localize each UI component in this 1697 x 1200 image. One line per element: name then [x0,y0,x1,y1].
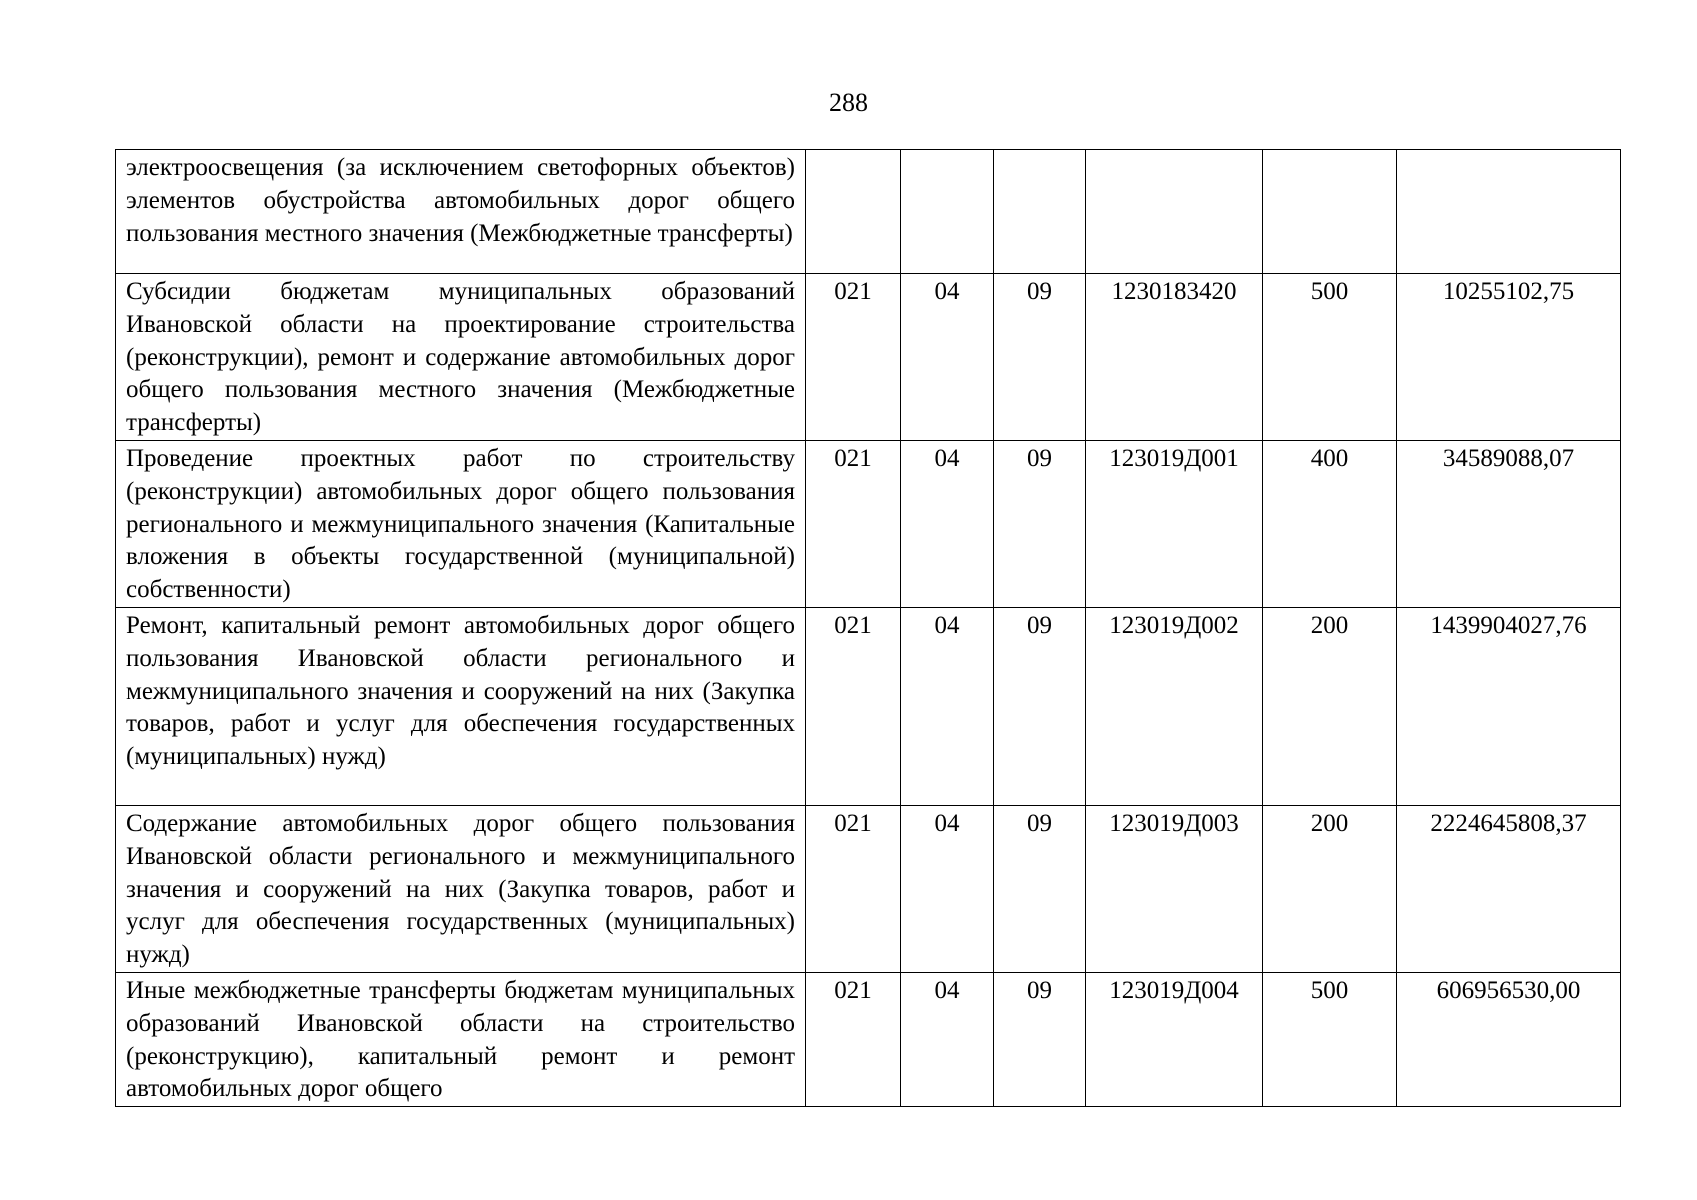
row-subsection: 09 [994,274,1086,441]
row-section: 04 [901,440,994,607]
table-row [116,972,1621,1106]
row-sum: 34589088,07 [1397,440,1621,607]
row-section: 04 [901,607,994,805]
row-subsection: 09 [994,607,1086,805]
row-section: 04 [901,972,994,1106]
budget-table [115,149,1621,1107]
row-sum: 10255102,75 [1397,274,1621,441]
row-gov-code: 021 [806,274,901,441]
row-subsection: 09 [994,972,1086,1106]
row-expense-type: 200 [1263,805,1397,972]
row-target-code: 123019Д002 [1086,607,1263,805]
row-target-code: 123019Д001 [1086,440,1263,607]
row-subsection: 09 [994,805,1086,972]
row-description: электроосвещения (за исключением светофорных объектов) элементов обустройства автомобильных дорог общего пользования местного значения (Межбюджетные трансферты) [116,150,806,274]
row-target-code: 123019Д003 [1086,805,1263,972]
table-row [116,150,1621,274]
table-row [116,440,1621,607]
row-gov-code: 021 [806,440,901,607]
row-section [901,150,994,274]
row-sum: 606956530,00 [1397,972,1621,1106]
row-description: Содержание автомобильных дорог общего пользования Ивановской области регионального и межмуниципального значения и сооружений на них (Закупка товаров, работ и услуг для обеспечения государственных (муниципальных) нужд) [116,805,806,972]
row-sum: 1439904027,76 [1397,607,1621,805]
row-sum: 2224645808,37 [1397,805,1621,972]
table-row [116,274,1621,441]
row-description: Иные межбюджетные трансферты бюджетам муниципальных образований Ивановской области на строительство (реконструкцию), капитальный ремонт и ремонт автомобильных дорог общего [116,972,806,1106]
row-section: 04 [901,805,994,972]
row-gov-code: 021 [806,805,901,972]
table-row [116,805,1621,972]
row-sum [1397,150,1621,274]
row-target-code: 1230183420 [1086,274,1263,441]
row-expense-type: 200 [1263,607,1397,805]
row-subsection: 09 [994,440,1086,607]
row-gov-code [806,150,901,274]
row-target-code: 123019Д004 [1086,972,1263,1106]
row-gov-code: 021 [806,607,901,805]
row-gov-code: 021 [806,972,901,1106]
row-expense-type: 500 [1263,972,1397,1106]
row-expense-type [1263,150,1397,274]
row-expense-type: 400 [1263,440,1397,607]
page-number: 288 [829,88,868,117]
row-description: Субсидии бюджетам муниципальных образований Ивановской области на проектирование строительства (реконструкции), ремонт и содержание автомобильных дорог общего пользования местного значения (Межбюджетные трансферты) [116,274,806,441]
table-row [116,607,1621,805]
row-section: 04 [901,274,994,441]
row-subsection [994,150,1086,274]
row-target-code [1086,150,1263,274]
row-expense-type: 500 [1263,274,1397,441]
row-description: Ремонт, капитальный ремонт автомобильных дорог общего пользования Ивановской области регионального и межмуниципального значения и сооружений на них (Закупка товаров, работ и услуг для обеспечения государственных (муниципальных) нужд) [116,607,806,805]
row-description: Проведение проектных работ по строительству (реконструкции) автомобильных дорог общего пользования регионального и межмуниципального значения (Капитальные вложения в объекты государственной (муниципальной) собственности) [116,440,806,607]
